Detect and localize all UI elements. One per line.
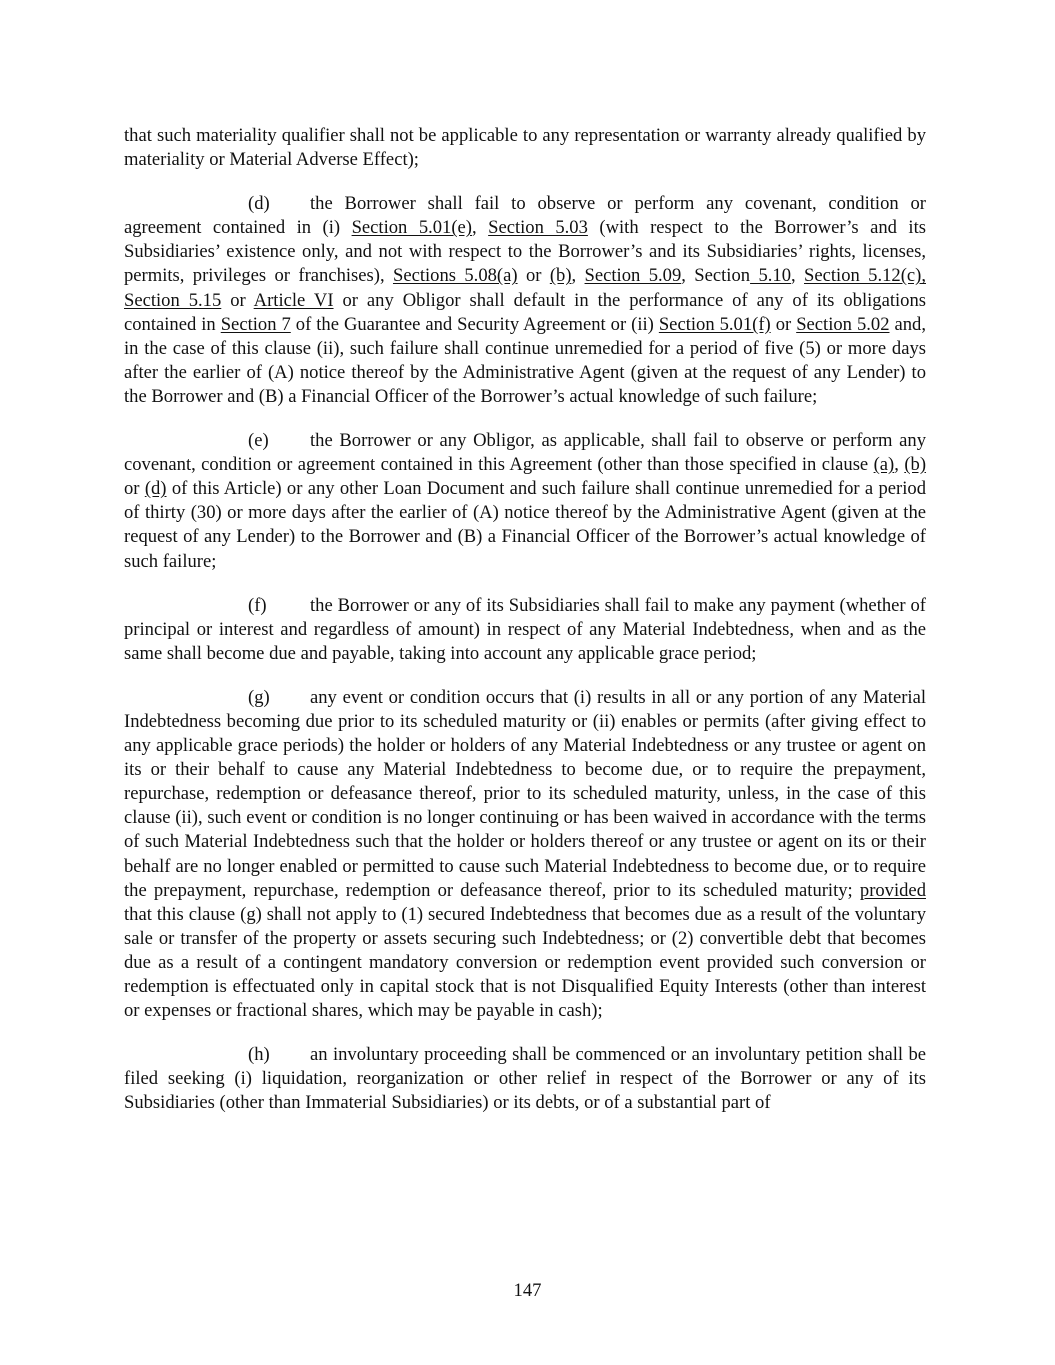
clause-label-h: (h) (248, 1044, 270, 1066)
text-span: or (221, 289, 254, 311)
text-span: or (517, 265, 550, 287)
text-span: the Borrower shall fail to observe or perform any covenant, condition or agreement contained in (i) (124, 193, 926, 239)
paragraph-d (124, 192, 926, 409)
text-span: , (790, 265, 805, 287)
reference-section-5-01f: Section 5.01(f) (658, 313, 771, 335)
text-span: of the Guarantee and Security Agreement or (ii) (290, 313, 659, 335)
reference-section-5-01e: Section 5.01(e) (351, 217, 472, 239)
clause-label-d: (d) (248, 193, 270, 215)
document-page (124, 124, 926, 1135)
text-span: or (124, 478, 145, 500)
text-span: , Section (681, 265, 751, 287)
text-span: and, in the case of this clause (ii), such failure shall continue unremedied for a period of five (5) or more days after the earlier of (A) notice thereof by the Administrative Agent (given at the request of any Lender) to the Borrower and (B) a Financial Officer of the Borrower’s actual knowledge of such failure; (124, 313, 926, 407)
reference-sections-5-08a: Sections 5.08(a) (392, 265, 518, 287)
reference-section-5-03: Section 5.03 (488, 217, 588, 239)
text-span: the Borrower or any Obligor, as applicable, shall fail to observe or perform any covenant, condition or agreement contained in this Agreement (other than those specified in clause (124, 430, 926, 476)
paragraph-e (124, 429, 926, 574)
reference-section-5-10: 5.10 (750, 265, 791, 287)
reference-5-08b: (b) (549, 265, 572, 287)
reference-clause-d: (d) (144, 478, 167, 500)
clause-label-e: (e) (248, 430, 269, 452)
page-number: 147 (513, 1280, 542, 1301)
text-span: , (472, 217, 489, 239)
paragraph-intro-text: that such materiality qualifier shall not be applicable to any representation or warranty already qualified by materiality or Material Adverse Effect); (124, 125, 926, 171)
reference-section-5-02: Section 5.02 (796, 313, 890, 335)
paragraph-h (124, 1043, 926, 1115)
reference-section-7: Section 7 (220, 313, 291, 335)
clause-label-g: (g) (248, 686, 270, 708)
text-span: , (571, 265, 585, 287)
text-span: that this clause (g) shall not apply to (1) secured Indebtedness that becomes due as a result of the voluntary sale or transfer of the property or assets securing such Indebtedness; or (2) convertible debt that becomes due as a result of a contingent mandatory conversion or redemption event provided such conversion or redemption is effectuated only in capital stock that is not Disqualified Equity Interests (other than interest or expenses or fractional shares, which may be payable in cash); (124, 903, 926, 1022)
reference-article-vi: Article VI (253, 289, 334, 311)
reference-clause-b: (b) (904, 454, 927, 476)
text-span: any event or condition occurs that (i) results in all or any portion of any Material Indebtedness becoming due prior to its scheduled maturity or (ii) enables or permits (after giving effect to any applicable grace periods) the holder or holders of any Material Indebtedness or any trustee or agent on its or their behalf to cause any Material Indebtedness to become due, or to require the prepayment, repurchase, redemption or defeasance thereof, prior to its scheduled maturity, unless, in the case of this clause (ii), such event or condition is no longer continuing or has been waived in accordance with the terms of such Material Indebtedness such that the holder or holders thereof or any trustee or agent on its or their behalf are no longer enabled or permitted to cause such Material Indebtedness to become due, or to require the prepayment, repurchase, redemption or defeasance thereof, prior to its scheduled maturity; (124, 686, 926, 901)
paragraph-f (124, 594, 926, 666)
paragraph-g (124, 686, 926, 1023)
reference-section-5-12c-5-15: Section 5.12(c), Section 5.15 (124, 265, 926, 311)
clause-label-f: (f) (248, 594, 267, 616)
text-span: the Borrower or any of its Subsidiaries shall fail to make any payment (whether of principal or interest and regardless of amount) in respect of any Material Indebtedness, when and as the same shall become due and payable, taking into account any applicable grace period; (124, 594, 926, 664)
provided-term: provided (859, 879, 926, 901)
text-span: of this Article) or any other Loan Document and such failure shall continue unremedied for a period of thirty (30) or more days after the earlier of (A) notice thereof by the Administrative Agent (given at the request of any Lender) to the Borrower and (B) a Financial Officer of the Borrower’s actual knowledge of such failure; (124, 478, 927, 572)
text-span: or (770, 313, 797, 335)
reference-section-5-09: Section 5.09 (584, 265, 682, 287)
reference-clause-a: (a) (873, 454, 895, 476)
text-span: , (894, 454, 905, 476)
paragraph-intro (124, 124, 926, 172)
text-span: (with respect to the Borrower’s and its Subsidiaries’ existence only, and not with respect to the Borrower’s and its Subsidiaries’ rights, licenses, permits, privileges or franchises), (124, 217, 926, 287)
text-span: an involuntary proceeding shall be commenced or an involuntary petition shall be filed seeking (i) liquidation, reorganization or other relief in respect of the Borrower or any of its Subsidiaries (other than Immaterial Subsidiaries) or its debts, or of a substantial part of (124, 1044, 926, 1114)
text-span: or any Obligor shall default in the performance of any of its obligations contained in (124, 289, 927, 335)
